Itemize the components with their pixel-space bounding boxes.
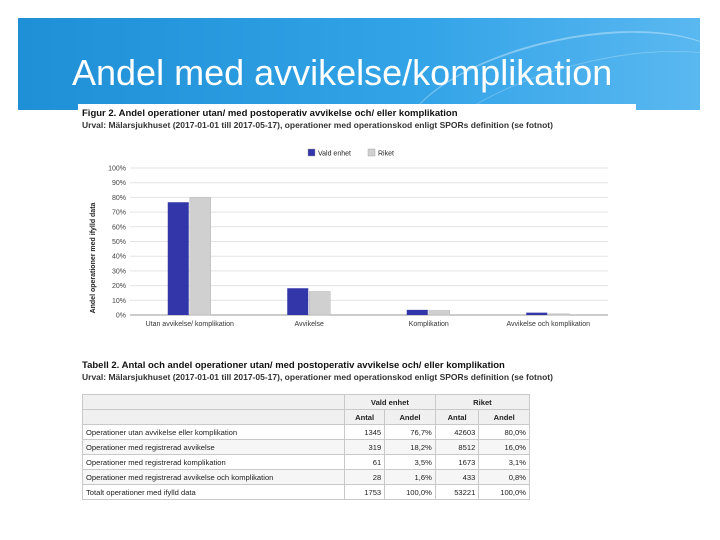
cell-value: 100,0%: [385, 485, 436, 500]
table-group-header-row: [83, 395, 530, 410]
x-category-label: Komplikation: [408, 321, 449, 328]
cell-value: 76,7%: [385, 425, 436, 440]
slide-title: Andel med avvikelse/komplikation: [72, 52, 613, 93]
cell-value: 3,5%: [385, 455, 436, 470]
table-corner-cell: [83, 410, 345, 425]
legend-swatch: [308, 149, 315, 156]
bar-vald-enhet: [168, 202, 189, 315]
table-row: [83, 425, 530, 440]
results-table: [82, 394, 530, 500]
group-header-riket: Riket: [435, 395, 529, 410]
cell-value: 0,8%: [479, 470, 530, 485]
y-tick-label: 40%: [111, 253, 126, 261]
y-tick-label: 30%: [111, 268, 126, 276]
x-category-label: Utan avvikelse/ komplikation: [145, 321, 234, 328]
table-row: [83, 470, 530, 485]
cell-value: 433: [435, 470, 478, 485]
row-label: Operationer med registrerad komplikation: [83, 455, 345, 470]
table-title: Tabell 2. Antal och andel operationer utan/ med postoperativ avvikelse och/ eller komplikation: [82, 360, 505, 371]
table-row: [83, 440, 530, 455]
y-tick-label: 80%: [111, 194, 126, 202]
row-label: Operationer med registrerad avvikelse: [83, 440, 345, 455]
row-label: Totalt operationer med ifylld data: [83, 485, 345, 500]
bar-vald-enhet: [287, 288, 308, 315]
y-tick-label: 0%: [115, 312, 126, 320]
cell-value: 28: [345, 470, 385, 485]
cell-value: 16,0%: [479, 440, 530, 455]
table-column-header-row: [83, 410, 530, 425]
column-header: Andel: [385, 410, 436, 425]
row-label: Operationer med registrerad avvikelse och komplikation: [83, 470, 345, 485]
bar-vald-enhet: [407, 310, 428, 315]
report-figure: [78, 104, 636, 524]
table-subtitle: Urval: Mälarsjukhuset (2017-01-01 till 2017-05-17), operationer med operationskod enligt SPORs definition (se fotnot): [82, 372, 553, 382]
y-tick-label: 100%: [108, 165, 126, 173]
x-category-label: Avvikelse: [294, 321, 324, 328]
y-tick-label: 10%: [111, 297, 126, 305]
cell-value: 3,1%: [479, 455, 530, 470]
cell-value: 100,0%: [479, 485, 530, 500]
y-tick-label: 50%: [111, 239, 126, 246]
bar-riket: [190, 197, 211, 315]
bar-chart: [78, 138, 618, 338]
y-tick-label: 20%: [111, 283, 126, 291]
cell-value: 61: [345, 455, 385, 470]
legend-swatch: [368, 149, 375, 156]
cell-value: 1673: [435, 455, 478, 470]
x-category-label: Avvikelse och komplikation: [506, 321, 591, 328]
column-header: Antal: [345, 410, 385, 425]
bar-riket: [429, 310, 450, 315]
legend-label: Vald enhet: [318, 150, 351, 158]
column-header: Andel: [479, 410, 530, 425]
cell-value: 80,0%: [479, 425, 530, 440]
table-total-row: [83, 485, 530, 500]
table-corner-cell: [83, 395, 345, 410]
figure-title: Figur 2. Andel operationer utan/ med postoperativ avvikelse och/ eller komplikation: [82, 108, 458, 119]
cell-value: 18,2%: [385, 440, 436, 455]
cell-value: 1753: [345, 485, 385, 500]
bar-riket: [548, 314, 569, 315]
column-header: Antal: [435, 410, 478, 425]
cell-value: 42603: [435, 425, 478, 440]
y-axis-label: Andel operationer med ifylld data: [90, 202, 97, 314]
y-tick-label: 70%: [111, 209, 126, 217]
cell-value: 1345: [345, 425, 385, 440]
bar-riket: [309, 291, 330, 315]
cell-value: 8512: [435, 440, 478, 455]
cell-value: 319: [345, 440, 385, 455]
legend-label: Riket: [378, 150, 394, 158]
y-tick-label: 60%: [111, 224, 126, 232]
cell-value: 53221: [435, 485, 478, 500]
bar-vald-enhet: [526, 313, 547, 315]
row-label: Operationer utan avvikelse eller komplikation: [83, 425, 345, 440]
figure-subtitle: Urval: Mälarsjukhuset (2017-01-01 till 2017-05-17), operationer med operationskod enligt SPORs definition (se fotnot): [82, 120, 553, 130]
cell-value: 1,6%: [385, 470, 436, 485]
y-tick-label: 90%: [111, 180, 126, 188]
group-header-vald-enhet: Vald enhet: [345, 395, 436, 410]
table-row: [83, 455, 530, 470]
